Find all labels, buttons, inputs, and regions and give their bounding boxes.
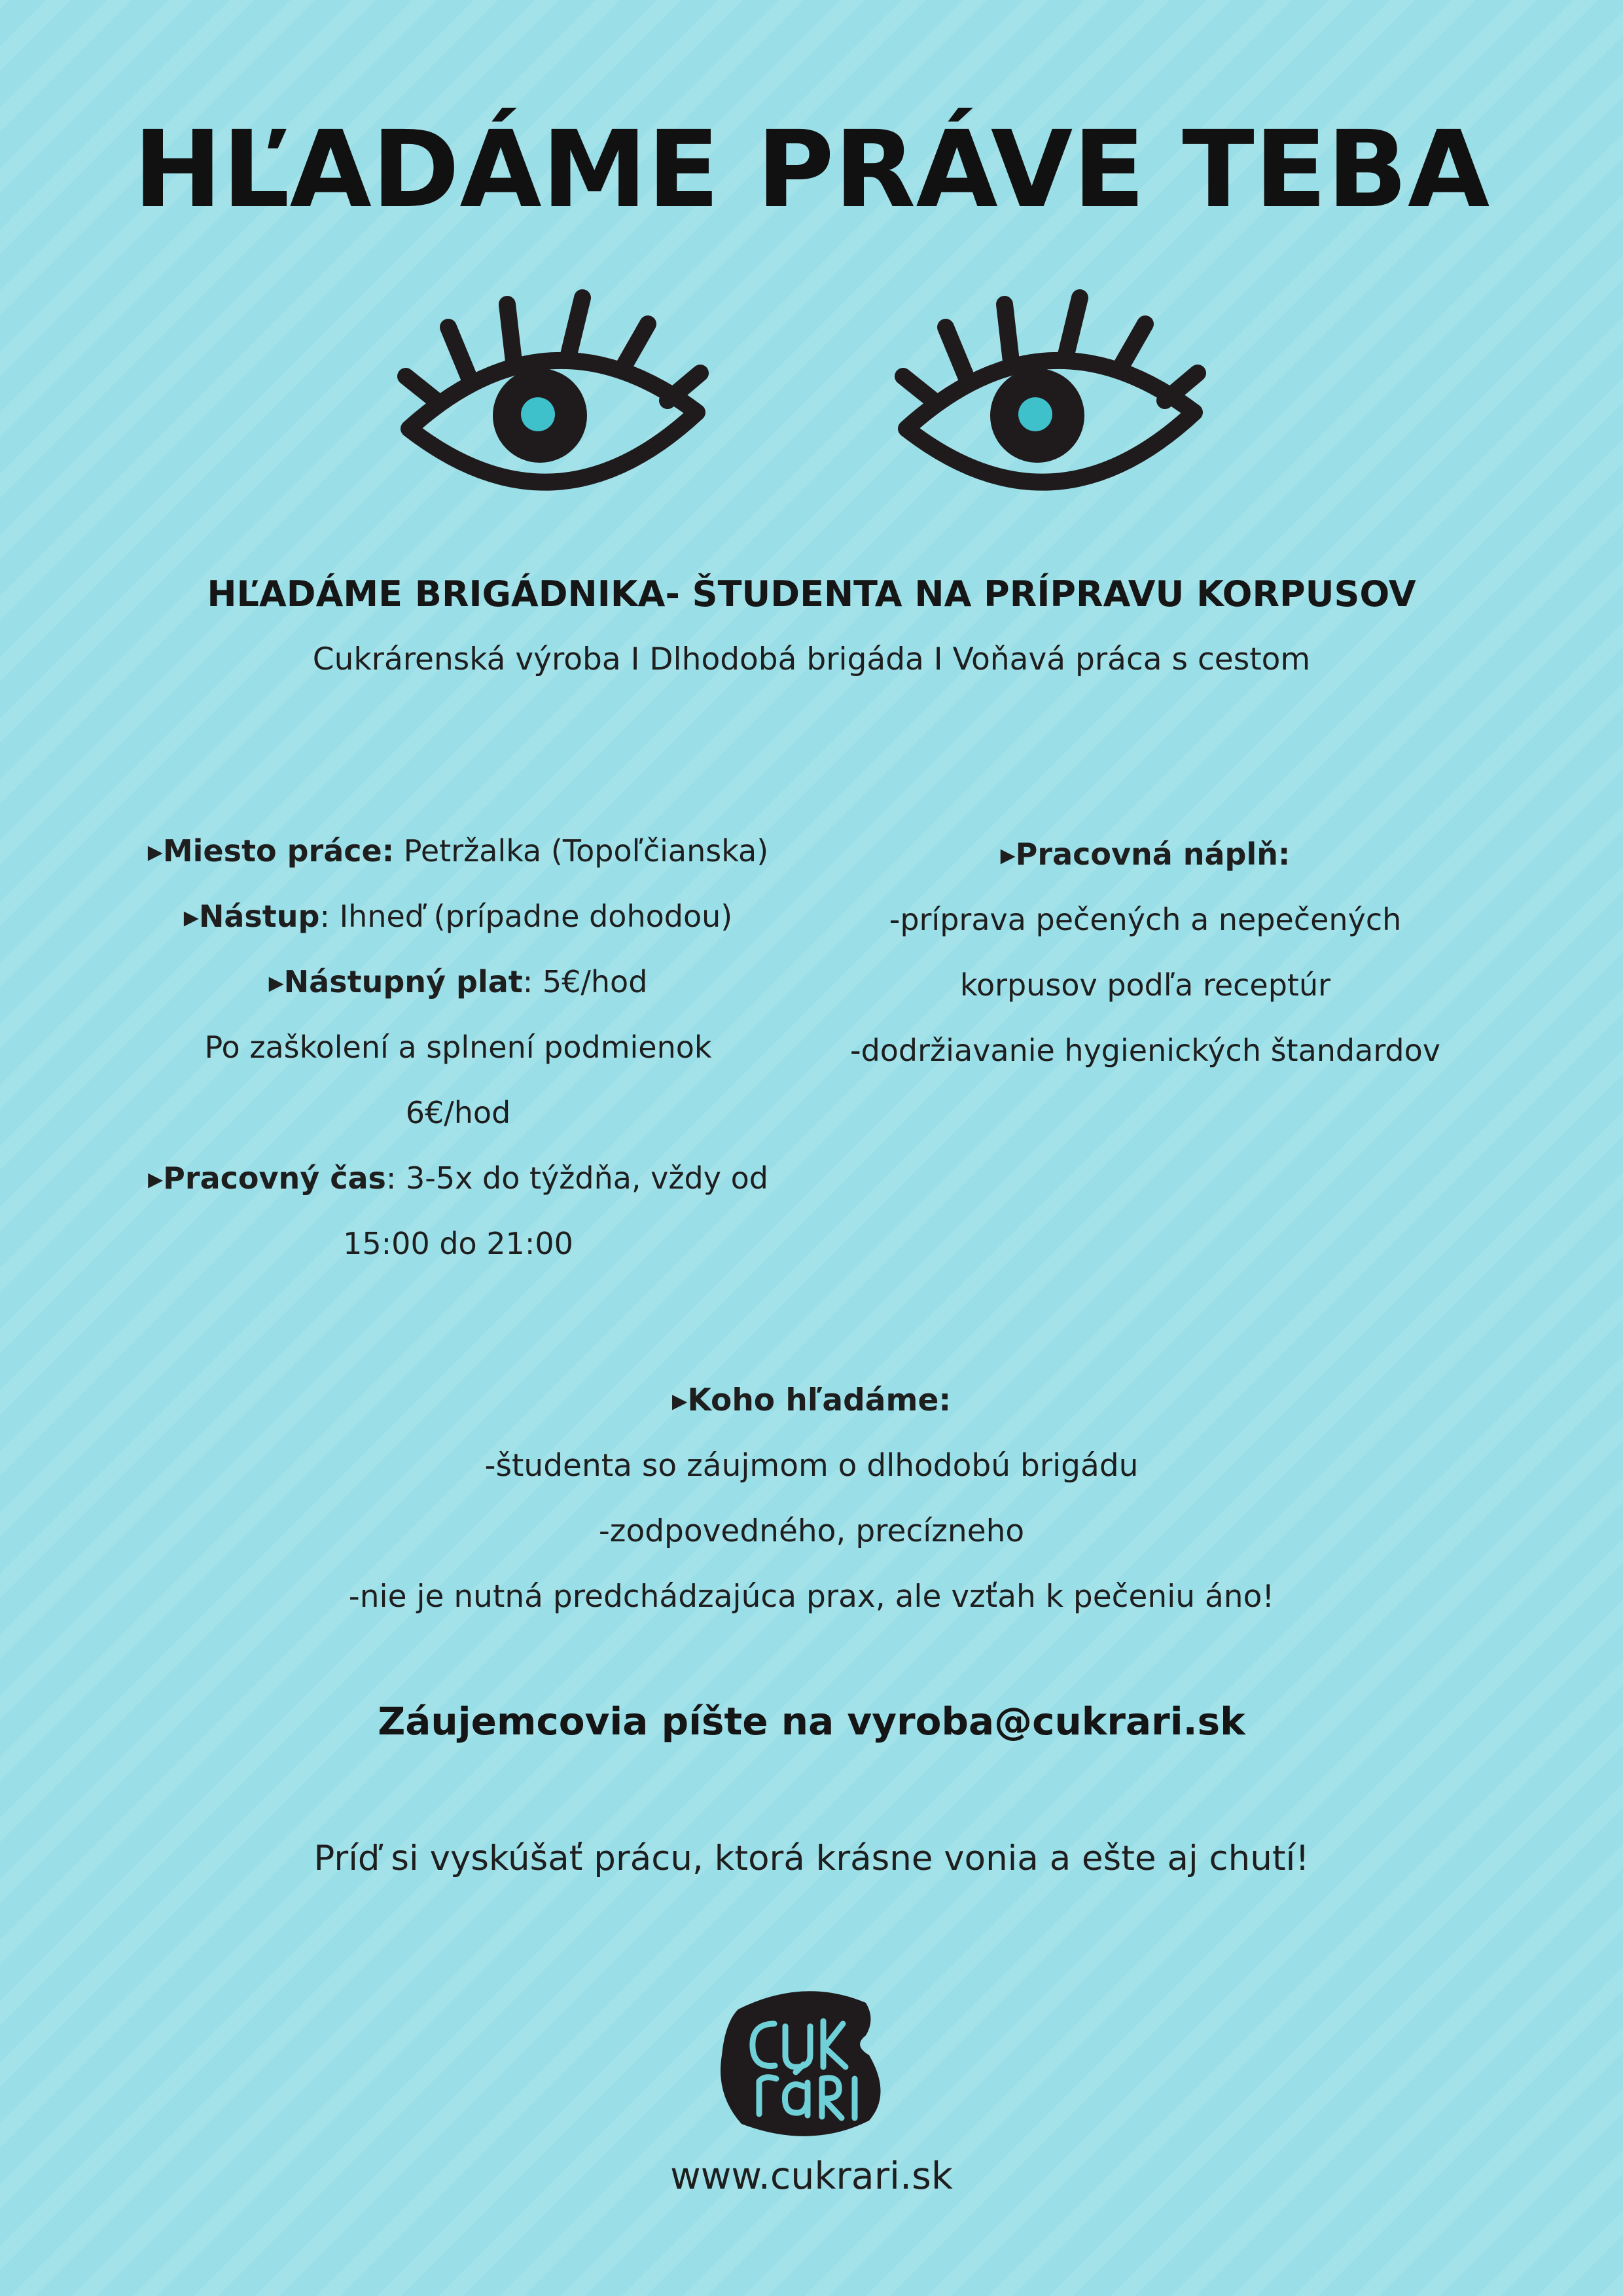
duty-line: -dodržiavanie hygienických štandardov: [849, 1033, 1440, 1068]
salary-line: [92, 949, 825, 1014]
duty-line: -príprava pečených a nepečených: [889, 902, 1402, 937]
start-value: : Ihneď (prípadne dohodou): [319, 899, 733, 934]
cukrari-logo: [712, 1983, 895, 2140]
who-section: [0, 1368, 1623, 1630]
location-value: Petržalka (Topoľčianska): [394, 833, 769, 869]
salary-value: : 5€/hod: [522, 964, 648, 999]
hours-label: ▸Pracovný čas: [148, 1160, 386, 1196]
who-line: -zodpovedného, precízneho: [598, 1513, 1025, 1549]
location-line: [92, 818, 825, 884]
contact-line: Záujemcovia píšte na vyroba@cukrari.sk: [378, 1699, 1245, 1744]
job-tagline: Cukrárenská výroba I Dlhodobá brigáda I Voňavá práca s cestom: [312, 641, 1311, 677]
salary-label: ▸Nástupný plat: [268, 964, 523, 999]
invite-line: Príď si vyskúšať prácu, ktorá krásne vonia a ešte aj chutí!: [313, 1839, 1310, 1878]
salary-note-line2: 6€/hod: [405, 1095, 511, 1130]
salary-note-line1: Po zaškolení a splnení podmienok: [204, 1030, 712, 1065]
duties-label: ▸Pracovná náplň:: [1000, 836, 1291, 872]
job-title: HĽADÁME BRIGÁDNIKA- ŠTUDENTA NA PRÍPRAVU KORPUSOV: [207, 573, 1416, 615]
hours-line2: 15:00 do 21:00: [343, 1226, 573, 1261]
website-url[interactable]: www.cukrari.sk: [670, 2155, 953, 2198]
hours-value: : 3-5x do týždňa, vždy od: [385, 1160, 768, 1196]
job-details-right: [812, 821, 1479, 1083]
location-label: ▸Miesto práce:: [147, 833, 395, 869]
start-label: ▸Nástup: [183, 899, 320, 934]
eyes-illustration: [393, 288, 1230, 511]
start-line: [92, 884, 825, 949]
eye-icon: [393, 288, 720, 511]
eye-icon: [890, 288, 1217, 511]
page-title: HĽADÁME PRÁVE TEBA: [133, 109, 1490, 232]
job-details-left: [92, 818, 825, 1276]
duty-line: korpusov podľa receptúr: [959, 967, 1331, 1003]
hours-line: [92, 1145, 825, 1211]
who-line: -nie je nutná predchádzajúca prax, ale vzťah k pečeniu áno!: [348, 1579, 1275, 1615]
who-line: -študenta so záujmom o dlhodobú brigádu: [484, 1448, 1139, 1484]
who-label: ▸Koho hľadáme:: [671, 1382, 952, 1418]
